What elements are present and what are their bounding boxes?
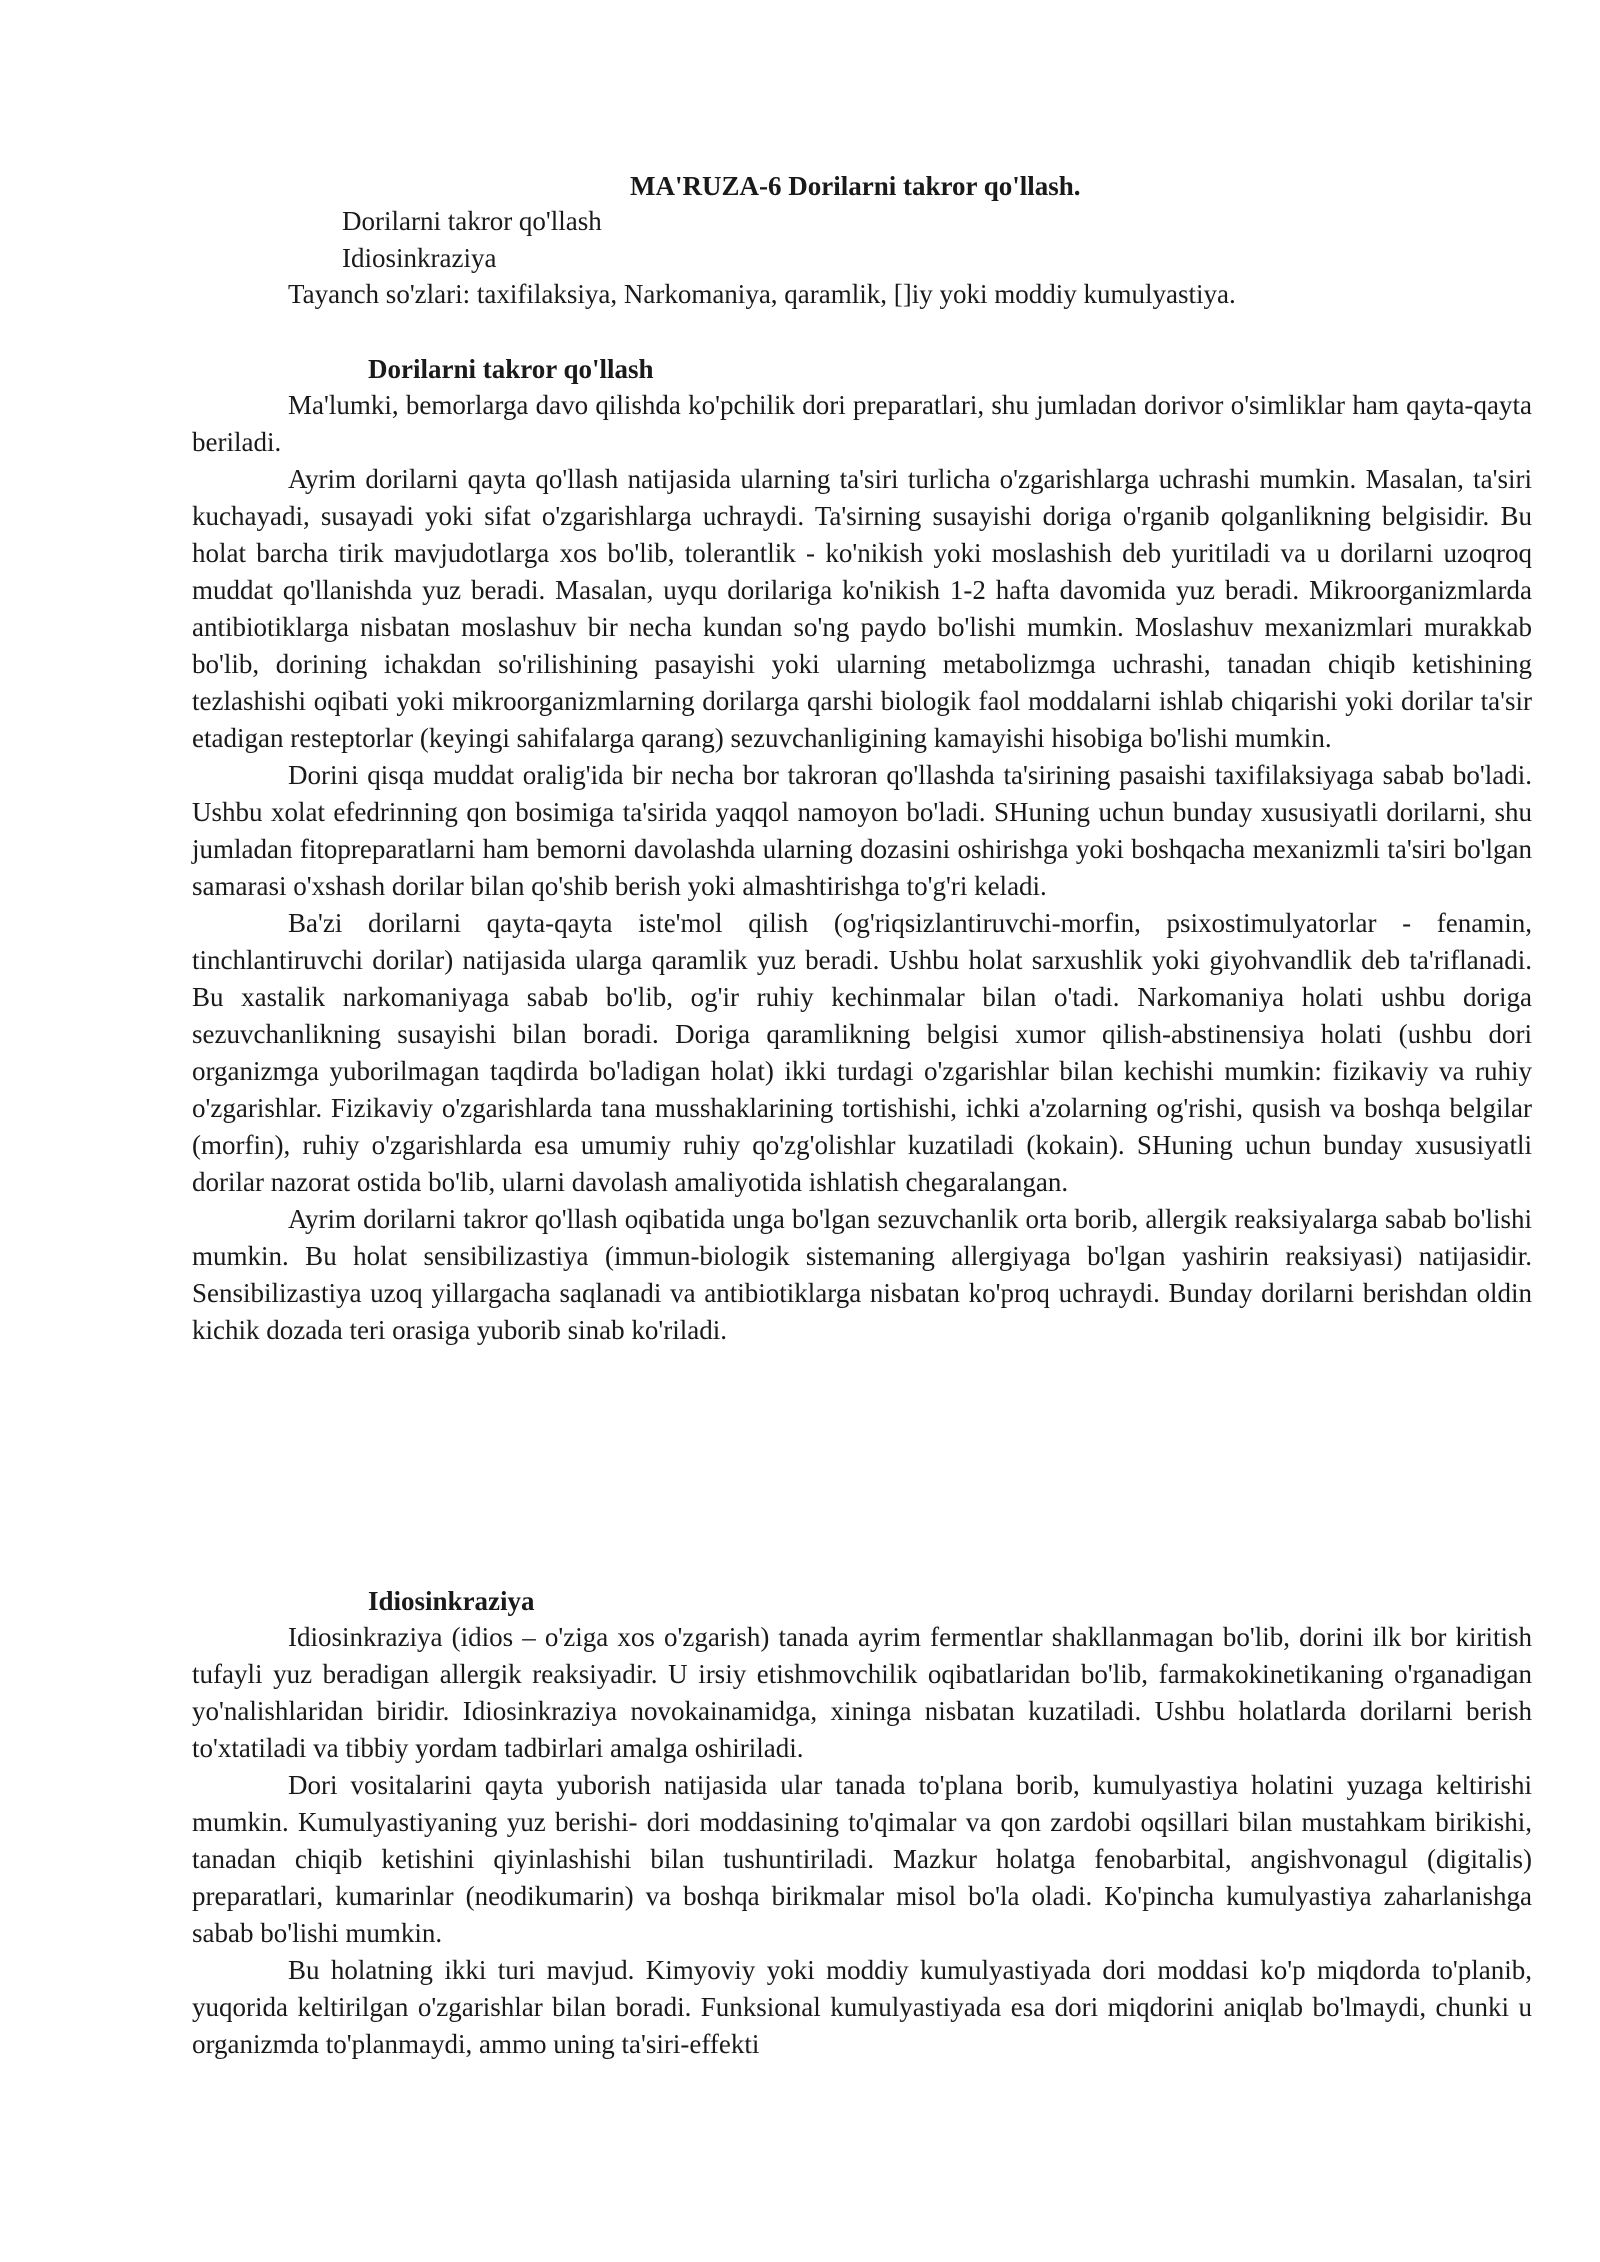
paragraph: Bu holatning ikki turi mavjud. Kimyoviy yoki moddiy kumulyastiyada dori moddasi ko'p miqdorda to'planib, yuqorida keltirilgan o'zgarishlar bilan boradi. Funksional kumulyastiyada esa dori miqdorini aniqlab bo'lmaydi, chunki u organizmda to'planmaydi, ammo uning ta'siri-effekti — [192, 1955, 1532, 2059]
paragraph: Ba'zi dorilarni qayta-qayta iste'mol qilish (og'riqsizlantiruvchi-morfin, psixostimulyatorlar - fenamin, tinchlantiruvchi dorilar) natijasida ularga qaramlik yuz beradi. Ushbu holat sarxushlik yoki giyohvandlik deb ta'riflanadi. Bu xastalik narkomaniyaga sabab bo'lib, og'ir ruhiy kechinmalar bilan o'tadi. Narkomaniya holati ushbu doriga sezuvchanlikning susayishi bilan boradi. Doriga qaramlikning belgisi xumor qilish-abstinensiya holati (ushbu dori organizmga yuborilmagan taqdirda bo'ladigan holat) ikki turdagi o'zgarishlar bilan kechishi mumkin: fizikaviy va ruhiy o'zgarishlar. Fizikaviy o'zgarishlarda tana musshaklarining tortishishi, ichki a'zolarning og'rishi, qusish va boshqa belgilar (morfin), ruhiy o'zgarishlarda esa umumiy ruhiy qo'zg'olishlar kuzatiladi (kokain). SHuning uchun bunday xususiyatli dorilar nazorat ostida bo'lib, ularni davolash amaliyotida ishlatish chegaralangan. — [192, 908, 1532, 1197]
paragraph: Dori vositalarini qayta yuborish natijasida ular tanada to'plana borib, kumulyastiya holatini yuzaga keltirishi mumkin. Kumulyastiyaning yuz berishi- dori moddasining to'qimalar va qon zardobi oqsillari bilan mustahkam birikishi, tanadan chiqib ketishini qiyinlashishi bilan tushuntiriladi. Mazkur holatga fenobarbital, angishvonagul (digitalis) preparatlari, kumarinlar (neodikumarin) va boshqa birikmalar misol bo'la oladi. Ko'pincha kumulyastiya zaharlanishga sabab bo'lishi mumkin. — [192, 1770, 1532, 1948]
document-title: MA'RUZA-6 Dorilarni takror qo'llash. — [630, 171, 1081, 201]
paragraph: Ayrim dorilarni qayta qo'llash natijasida ularning ta'siri turlicha o'zgarishlarga uchrashi mumkin. Masalan, ta'siri kuchayadi, susayadi yoki sifat o'zgarishlarga uchraydi. Ta'sirning susayishi doriga o'rganib qolganlikning belgisidir. Bu holat barcha tirik mavjudotlarga xos bo'lib, tolerantlik - ko'nikish yoki moslashish deb yuritiladi va u dorilarni uzoqroq muddat qo'llanishda yuz beradi. Masalan, uyqu dorilariga ko'nikish 1-2 hafta davomida yuz beradi. Mikroorganizmlarda antibiotiklarga nisbatan moslashuv bir necha kundan so'ng paydo bo'lishi mumkin. Moslashuv mexanizmlari murakkab bo'lib, dorining ichakdan so'rilishining pasayishi yoki ularning metabolizmga uchrashi, tanadan chiqib ketishining tezlashishi oqibati yoki mikroorganizmlarning dorilarga qarshi biologik faol moddalarni ishlab chiqarishi yoki dorilar ta'sir etadigan resteptorlar (keyingi sahifalarga qarang) sezuvchanligining kamayishi hisobiga bo'lishi mumkin. — [192, 464, 1532, 753]
section-heading-takror-qollash: Dorilarni takror qo'llash — [368, 354, 654, 384]
paragraph: Idiosinkraziya (idios – o'ziga xos o'zgarish) tanada ayrim fermentlar shakllanmagan bo'lib, dorini ilk bor kiritish tufayli yuz beradigan allergik reaksiyadir. U irsiy etishmovchilik oqibatlaridan bo'lib, farmakokinetikaning o'rganadigan yo'nalishlaridan biridir. Idiosinkraziya novokainamidga, xininga nisbatan kuzatiladi. Ushbu holatlarda dorilarni berish to'xtatiladi va tibbiy yordam tadbirlari amalga oshiriladi. — [192, 1622, 1532, 1763]
plan-item-takror-qollash: Dorilarni takror qo'llash — [342, 206, 602, 236]
keywords-line: Tayanch so'zlari: taxifilaksiya, Narkomaniya, qaramlik, []iy yoki moddiy kumulyastiya. — [288, 279, 1236, 309]
section-body-takror-qollash — [192, 387, 1532, 1349]
paragraph: Dorini qisqa muddat oralig'ida bir necha bor takroran qo'llashda ta'sirining pasaishi taxifilaksiyaga sabab bo'ladi. Ushbu xolat efedrinning qon bosimiga ta'sirida yaqqol namoyon bo'ladi. SHuning uchun bunday xususiyatli dorilarni, shu jumladan fitopreparatlarni ham bemorni davolashda ularning dozasini oshirishga yoki boshqacha mexanizmli ta'siri bo'lgan samarasi o'xshash dorilar bilan qo'shib berish yoki almashtirishga to'g'ri keladi. — [192, 760, 1532, 901]
paragraph: Ayrim dorilarni takror qo'llash oqibatida unga bo'lgan sezuvchanlik orta borib, allergik reaksiyalarga sabab bo'lishi mumkin. Bu holat sensibilizastiya (immun-biologik sistemaning allergiyaga bo'lgan yashirin reaksiyasi) natijasidir. Sensibilizastiya uzoq yillargacha saqlanadi va antibiotiklarga nisbatan ko'proq uchraydi. Bunday dorilarni berishdan oldin kichik dozada teri orasiga yuborib sinab ko'riladi. — [192, 1204, 1532, 1345]
section-body-idiosinkraziya — [192, 1619, 1532, 2063]
plan-item-idiosinkraziya: Idiosinkraziya — [342, 243, 497, 273]
paragraph: Ma'lumki, bemorlarga davo qilishda ko'pchilik dori preparatlari, shu jumladan dorivor o'simliklar ham qayta-qayta beriladi. — [192, 390, 1532, 457]
section-heading-idiosinkraziya: Idiosinkraziya — [368, 1586, 535, 1616]
